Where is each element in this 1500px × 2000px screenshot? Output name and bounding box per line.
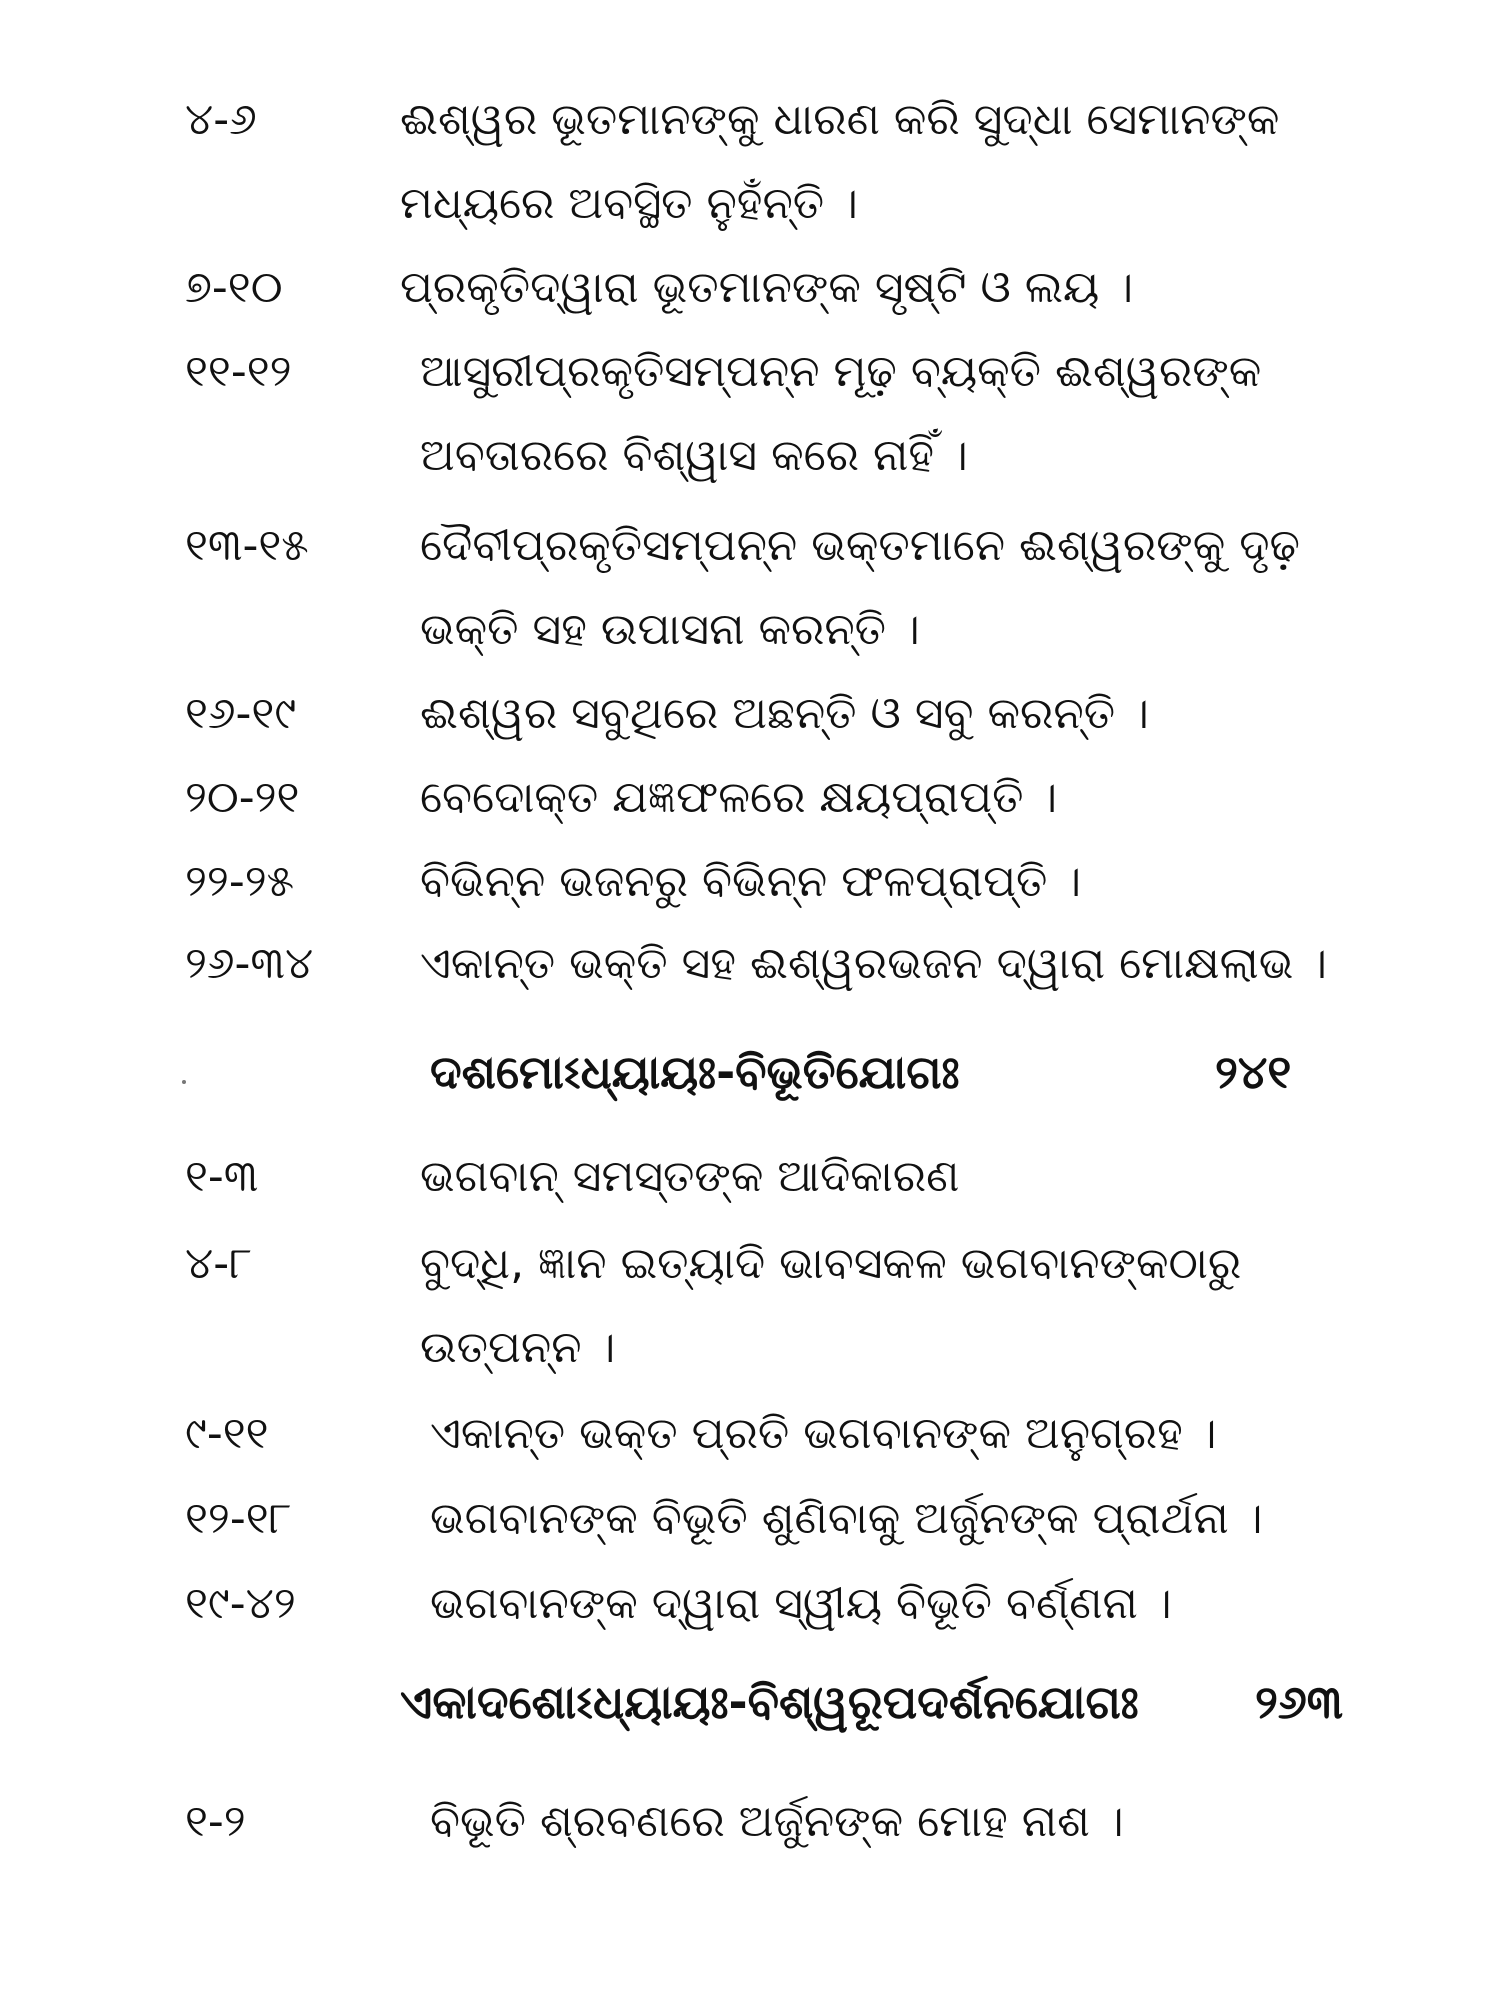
description-line: ବୁଦ୍ଧି, ଜ୍ଞାନ ଇତ୍ୟାଦି ଭାବସକଳ ଭଗବାନଙ୍କଠାରୁ [420, 1238, 1242, 1289]
description-line: ବିଭିନ୍ନ ଭଜନରୁ ବିଭିନ୍ନ ଫଳପ୍ରାପ୍ତି । [420, 856, 1082, 907]
description-line: ମଧ୍ୟରେ ଅବସ୍ଥିତ ନୁହଁନ୍ତି । [400, 178, 858, 229]
verse-range: ୯-୧୧ [185, 1408, 269, 1459]
entry-description [430, 1562, 1330, 1646]
chapter-heading [0, 1030, 1500, 1114]
entry-description [430, 1780, 1330, 1864]
verse-range: ୧୬-୧୯ [185, 688, 297, 739]
entry-description [430, 1477, 1330, 1561]
description-line: ବିଭୂତି ଶ୍ରବଣରେ ଅର୍ଜୁନଙ୍କ ମୋହ ନାଶ । [430, 1796, 1124, 1847]
verse-range: ୨୨-୨୫ [185, 856, 295, 907]
verse-range: ୧୨-୧୮ [185, 1493, 292, 1544]
verse-range: ୧୯-୪୨ [185, 1578, 296, 1629]
description-line: ବେଦୋକ୍ତ ଯଜ୍ଞଫଳରେ କ୍ଷୟପ୍ରାପ୍ତି । [420, 772, 1058, 823]
description-line: ଆସୁରୀପ୍ରକୃତିସମ୍ପନ୍ନ ମୂଢ଼ ବ୍ୟକ୍ତି ଈଶ୍ୱରଙ୍କ [420, 346, 1262, 397]
description-line: ଏକାନ୍ତ ଭକ୍ତ ପ୍ରତି ଭଗବାନଙ୍କ ଅନୁଗ୍ରହ । [430, 1408, 1217, 1459]
verse-range: ୪-୮ [185, 1238, 253, 1289]
description-line: ଭଗବାନଙ୍କ ଦ୍ୱାରା ସ୍ୱୀୟ ବିଭୂତି ବର୍ଣ୍ଣନା । [430, 1578, 1172, 1629]
chapter-title: ଏକାଦଶୋଽଧ୍ୟାୟଃ-ବିଶ୍ୱରୂପଦର୍ଶନଯୋଗଃ [400, 1675, 1139, 1729]
verse-range: ୧୧-୧୨ [185, 346, 292, 397]
entry-description [400, 78, 1300, 246]
description-line: ଭଗବାନଙ୍କ ବିଭୂତି ଶୁଣିବାକୁ ଅର୍ଜୁନଙ୍କ ପ୍ରାର୍ଥନା । [430, 1493, 1263, 1544]
entry-description [420, 756, 1320, 840]
verse-range: ୭-୧୦ [185, 262, 283, 313]
page-number: ୨୬୩ [1255, 1675, 1343, 1729]
entry-description [420, 672, 1320, 756]
entry-description [430, 1392, 1330, 1476]
entry-description [420, 1135, 1320, 1219]
description-line: ଈଶ୍ୱର ସବୁଥିରେ ଅଛନ୍ତି ଓ ସବୁ କରନ୍ତି । [420, 688, 1149, 739]
description-line: ପ୍ରକୃତିଦ୍ୱାରା ଭୂତମାନଙ୍କ ସୃଷ୍ଟି ଓ ଲୟ । [400, 262, 1134, 313]
entry-description [420, 504, 1320, 672]
description-line: ଈଶ୍ୱର ଭୂତମାନଙ୍କୁ ଧାରଣ କରି ସୁଦ୍ଧା ସେମାନଙ୍କ [400, 94, 1280, 145]
entry-description [400, 246, 1300, 330]
description-line: ଦୈବୀପ୍ରକୃତିସମ୍ପନ୍ନ ଭକ୍ତମାନେ ଈଶ୍ୱରଙ୍କୁ ଦୃଢ଼ [420, 520, 1300, 571]
description-line: ଭକ୍ତି ସହ ଉପାସନା କରନ୍ତି । [420, 604, 920, 655]
verse-range: ୪-୬ [185, 94, 257, 145]
verse-range: ୧-୩ [185, 1151, 259, 1202]
chapter-title: ଦଶମୋଽଧ୍ୟାୟଃ-ବିଭୂତିଯୋଗଃ [430, 1045, 960, 1099]
description-line: ଅବତାରରେ ବିଶ୍ୱାସ କରେ ନାହିଁ । [420, 430, 968, 481]
description-line: ଏକାନ୍ତ ଭକ୍ତି ସହ ଈଶ୍ୱରଭଜନ ଦ୍ୱାରା ମୋକ୍ଷଲାଭ । [420, 938, 1328, 989]
verse-range: ୧୩-୧୫ [185, 520, 309, 571]
entry-description [420, 922, 1328, 1006]
chapter-heading [0, 1660, 1500, 1744]
page-number: ୨୪୧ [1215, 1045, 1292, 1099]
entry-description [420, 840, 1320, 924]
verse-range: ୧-୨ [185, 1796, 246, 1847]
entry-description [420, 330, 1320, 498]
description-line: ଭଗବାନ୍ ସମସ୍ତଙ୍କ ଆଦିକାରଣ [420, 1151, 960, 1202]
entry-description [420, 1222, 1320, 1390]
verse-range: ୨୬-୩୪ [185, 938, 314, 989]
description-line: ଉତ୍ପନ୍ନ । [420, 1322, 616, 1373]
verse-range: ୨୦-୨୧ [185, 772, 300, 823]
